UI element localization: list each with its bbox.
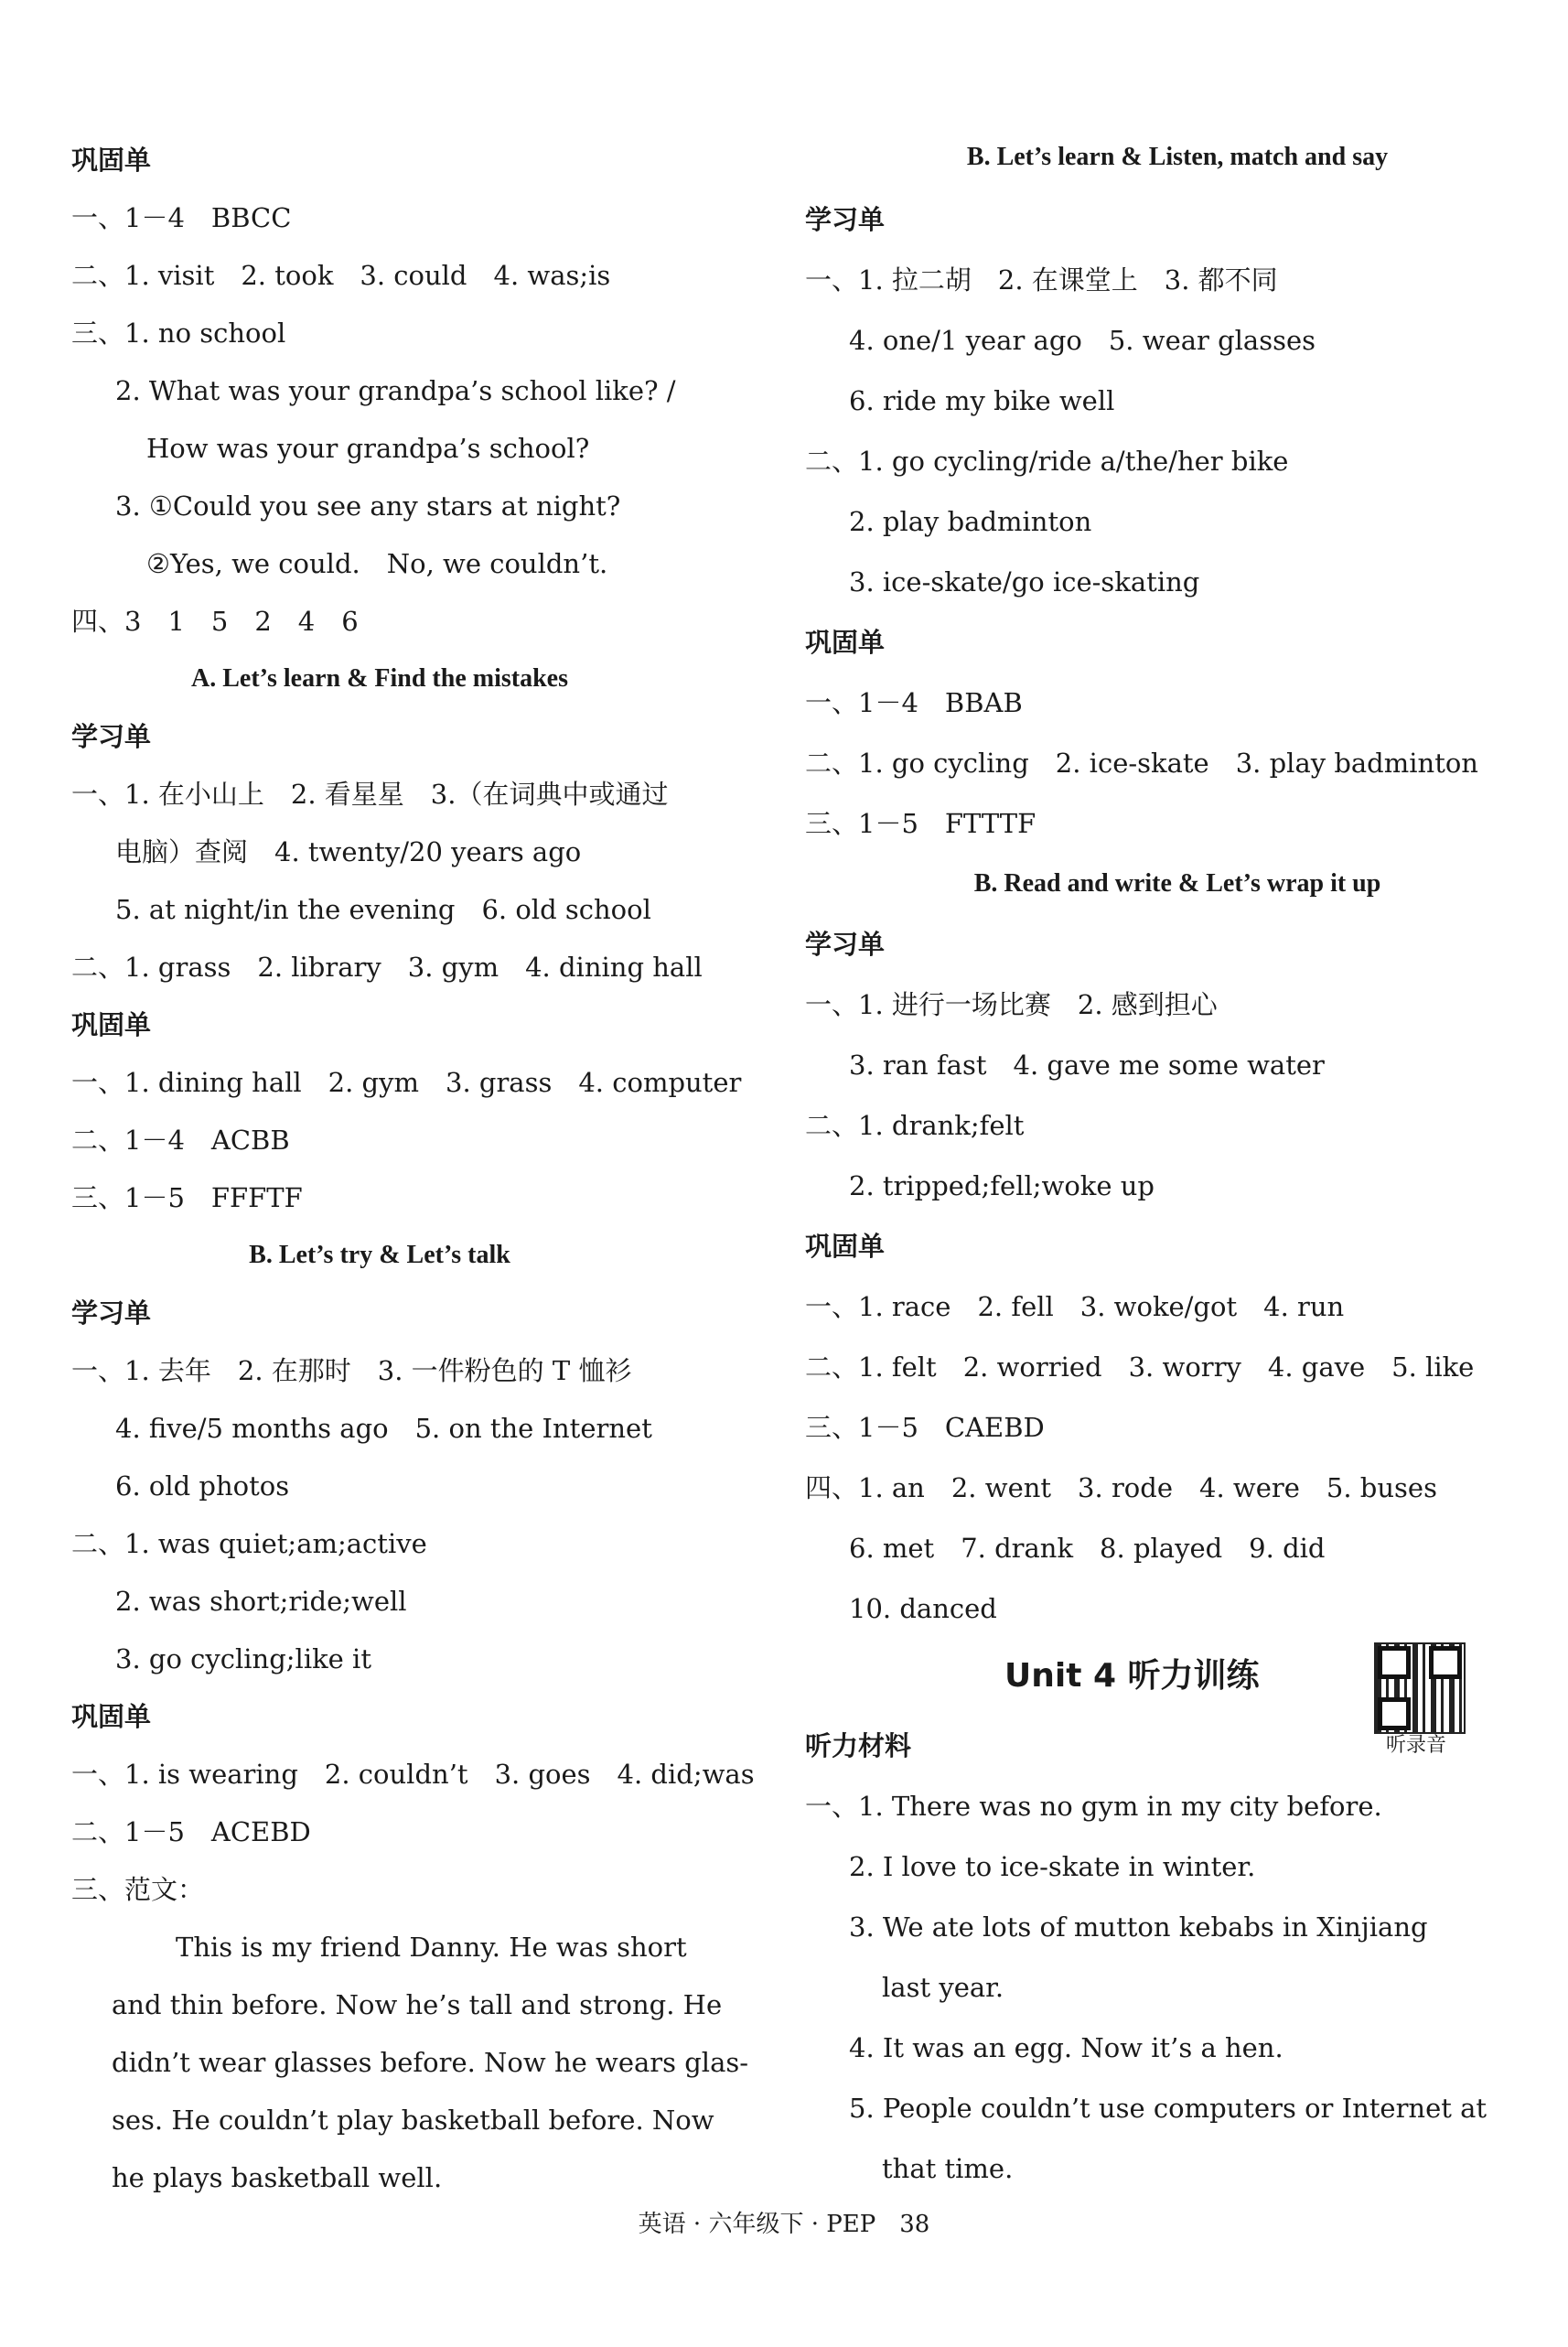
qr-code-icon[interactable] <box>1374 1642 1466 1734</box>
unit-title: Unit 4 听力训练 <box>1004 1657 1260 1695</box>
answer-line: 三、1－5 FFFTF <box>71 1182 303 1213</box>
answer-line: 3. go cycling;like it <box>115 1643 371 1674</box>
section-heading: 巩固单 <box>71 1701 152 1732</box>
lesson-title: B. Let’s try & Let’s talk <box>249 1241 510 1269</box>
answer-line: 6. ride my bike well <box>849 385 1115 416</box>
answer-line: 二、1. visit 2. took 3. could 4. was;is <box>71 260 611 291</box>
answer-line: 2. What was your grandpa’s school like? / <box>115 375 676 406</box>
essay-line: ses. He couldn’t play basketball before. Now <box>112 2105 714 2136</box>
answer-line: 一、1. dining hall 2. gym 3. grass 4. computer <box>71 1067 742 1098</box>
answer-line: 一、1. 在小山上 2. 看星星 3.（在词典中或通过 <box>71 779 669 810</box>
answer-line: 二、1－4 ACBB <box>71 1125 290 1156</box>
answer-line: 一、1. race 2. fell 3. woke/got 4. run <box>805 1291 1345 1322</box>
answer-line: 3. ice-skate/go ice-skating <box>849 566 1200 598</box>
listening-line: that time. <box>882 2153 1014 2184</box>
answer-line: 一、1－4 BBAB <box>805 687 1023 718</box>
answer-line: How was your grandpa’s school? <box>146 433 590 464</box>
answer-line: 三、1. no school <box>71 318 286 349</box>
section-heading: 学习单 <box>71 721 152 752</box>
section-heading: 学习单 <box>71 1297 152 1329</box>
section-heading: 巩固单 <box>71 1009 152 1040</box>
answer-line: 四、1. an 2. went 3. rode 4. were 5. buses <box>805 1472 1437 1503</box>
answer-line: 二、1. felt 2. worried 3. worry 4. gave 5. like <box>805 1351 1475 1383</box>
answer-line: 3. ①Could you see any stars at night? <box>115 490 621 522</box>
answer-line: 4. five/5 months ago 5. on the Internet <box>115 1413 652 1444</box>
section-heading: 巩固单 <box>805 627 886 658</box>
section-heading: 巩固单 <box>805 1231 886 1262</box>
answer-line: 一、1－4 BBCC <box>71 202 292 233</box>
listening-line: 4. It was an egg. Now it’s a hen. <box>849 2032 1283 2063</box>
essay-line: and thin before. Now he’s tall and strong. He <box>112 1989 723 2020</box>
lesson-title: B. Read and write & Let’s wrap it up <box>973 869 1381 898</box>
listening-line: 3. We ate lots of mutton kebabs in Xinjiang <box>849 1911 1428 1943</box>
answer-line: ②Yes, we could. No, we couldn’t. <box>146 548 608 579</box>
answer-line: 三、1－5 CAEBD <box>805 1412 1045 1443</box>
qr-caption: 听录音 <box>1386 1734 1447 1757</box>
answer-line: 一、1. 拉二胡 2. 在课堂上 3. 都不同 <box>805 264 1278 296</box>
listening-line: 5. People couldn’t use computers or Internet at <box>849 2093 1487 2124</box>
answer-line: 一、1. 去年 2. 在那时 3. 一件粉色的 T 恤衫 <box>71 1355 632 1386</box>
answer-line: 二、1. grass 2. library 3. gym 4. dining hall <box>71 952 703 983</box>
answer-line: 2. play badminton <box>849 506 1092 537</box>
answer-line: 电脑）查阅 4. twenty/20 years ago <box>115 836 582 867</box>
answer-line: 三、范文： <box>71 1874 205 1905</box>
essay-line: This is my friend Danny. He was short <box>176 1932 687 1963</box>
answer-line: 2. tripped;fell;woke up <box>849 1170 1155 1201</box>
page-footer: 英语 · 六年级下 · PEP 38 <box>638 2211 930 2238</box>
answer-line: 6. old photos <box>115 1470 290 1502</box>
answer-line: 5. at night/in the evening 6. old school <box>115 894 651 925</box>
lesson-title: B. Let’s learn & Listen, match and say <box>966 143 1389 171</box>
answer-line: 4. one/1 year ago 5. wear glasses <box>849 325 1316 356</box>
answer-line: 6. met 7. drank 8. played 9. did <box>849 1533 1326 1564</box>
listening-line: 一、1. There was no gym in my city before. <box>805 1791 1382 1822</box>
section-heading: 学习单 <box>805 204 886 235</box>
section-heading: 听力材料 <box>805 1730 912 1761</box>
answer-line: 四、3 1 5 2 4 6 <box>71 606 359 637</box>
lesson-title: A. Let’s learn & Find the mistakes <box>191 664 568 693</box>
answer-line: 一、1. is wearing 2. couldn’t 3. goes 4. did;was <box>71 1759 755 1790</box>
section-heading: 巩固单 <box>71 145 152 176</box>
answer-line: 二、1. go cycling 2. ice-skate 3. play badminton <box>805 748 1478 779</box>
essay-line: he plays basketball well. <box>112 2162 443 2193</box>
section-heading: 学习单 <box>805 929 886 960</box>
answer-line: 3. ran fast 4. gave me some water <box>849 1050 1325 1081</box>
answer-line: 10. danced <box>849 1593 997 1624</box>
answer-line: 二、1. go cycling/ride a/the/her bike <box>805 446 1289 477</box>
essay-line: didn’t wear glasses before. Now he wears glas- <box>112 2047 749 2078</box>
listening-line: 2. I love to ice-skate in winter. <box>849 1851 1256 1882</box>
listening-line: last year. <box>882 1972 1004 2003</box>
answer-line: 二、1. was quiet;am;active <box>71 1528 427 1559</box>
answer-line: 一、1. 进行一场比赛 2. 感到担心 <box>805 989 1218 1020</box>
answer-line: 2. was short;ride;well <box>115 1586 407 1617</box>
answer-line: 二、1－5 ACEBD <box>71 1816 311 1847</box>
answer-line: 二、1. drank;felt <box>805 1110 1025 1141</box>
answer-line: 三、1－5 FTTTF <box>805 808 1036 839</box>
